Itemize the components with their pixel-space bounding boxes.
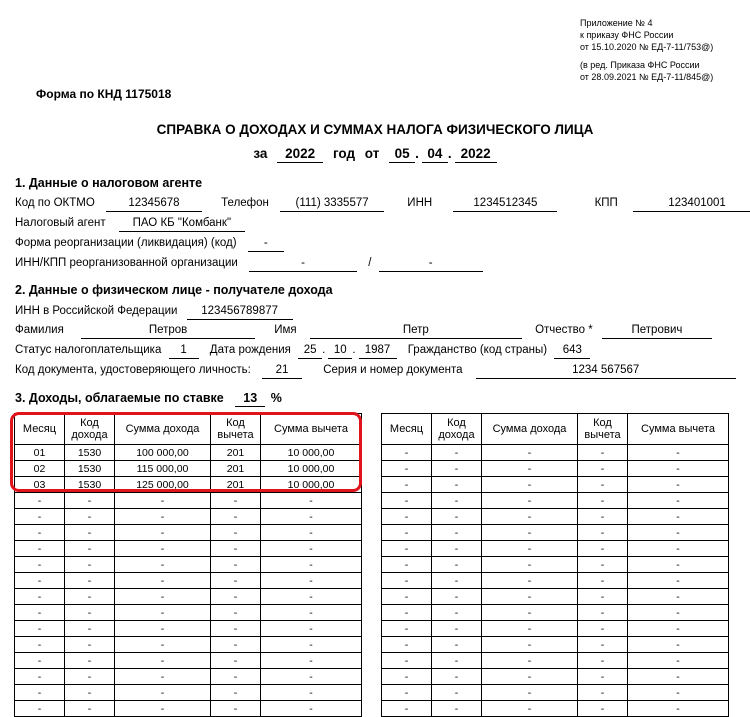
col-header-deduction-code: Код вычета <box>211 414 261 445</box>
table-cell: - <box>482 605 578 621</box>
table-cell: 1530 <box>65 477 115 493</box>
table-cell: - <box>432 525 482 541</box>
table-cell: - <box>115 685 211 701</box>
table-cell: 201 <box>211 445 261 461</box>
appendix-note <box>580 17 713 83</box>
date-month: 04 <box>422 146 448 163</box>
date-dot: . <box>415 146 419 161</box>
table-row <box>15 701 362 717</box>
table-cell: - <box>578 445 628 461</box>
table-cell: - <box>211 653 261 669</box>
table-cell: - <box>211 605 261 621</box>
date-za-label: за <box>253 146 268 161</box>
citizenship-value: 643 <box>554 342 590 359</box>
table-row <box>15 477 362 493</box>
patronymic-label: Отчество * <box>535 324 593 336</box>
table-cell: - <box>65 573 115 589</box>
table-cell: 201 <box>211 477 261 493</box>
reorg-inn-value: - <box>249 255 357 272</box>
table-cell: - <box>382 685 432 701</box>
table-cell: - <box>578 637 628 653</box>
table-cell: - <box>115 557 211 573</box>
birth-month: 10 <box>328 342 352 359</box>
table-cell: - <box>115 605 211 621</box>
table-cell: - <box>65 493 115 509</box>
table-cell: - <box>628 589 729 605</box>
phone-value: (111) 3335577 <box>280 195 384 212</box>
table-row <box>15 541 362 557</box>
citizenship-label: Гражданство (код страны) <box>407 344 548 356</box>
status-value: 1 <box>169 342 199 359</box>
table-cell: - <box>482 685 578 701</box>
date-day: 05 <box>389 146 415 163</box>
section1-row-reorg <box>15 235 284 252</box>
table-row <box>15 589 362 605</box>
col-header-income-sum: Сумма дохода <box>115 414 211 445</box>
table-cell: 10 000,00 <box>261 461 362 477</box>
agent-label: Налоговый агент <box>15 217 106 229</box>
section2-row-status <box>15 342 590 359</box>
table-cell: - <box>482 541 578 557</box>
table-cell: - <box>578 461 628 477</box>
table-cell: - <box>628 605 729 621</box>
table-cell: - <box>261 509 362 525</box>
table-cell: - <box>65 653 115 669</box>
table-cell: - <box>211 701 261 717</box>
table-row <box>382 573 729 589</box>
table-row <box>382 557 729 573</box>
table-cell: - <box>628 621 729 637</box>
person-inn-value: 123456789877 <box>187 303 293 320</box>
table-cell: - <box>578 669 628 685</box>
birth-year: 1987 <box>359 342 397 359</box>
oktmo-label: Код по ОКТМО <box>15 197 95 209</box>
table-row <box>15 621 362 637</box>
table-cell: - <box>482 653 578 669</box>
table-cell: - <box>432 461 482 477</box>
reorg-value: - <box>248 235 284 252</box>
table-row <box>382 669 729 685</box>
table-cell: - <box>482 445 578 461</box>
table-cell: - <box>432 637 482 653</box>
table-cell: - <box>628 541 729 557</box>
birth-dot: . <box>352 344 356 356</box>
table-cell: - <box>211 557 261 573</box>
table-cell: - <box>482 477 578 493</box>
table-row <box>15 653 362 669</box>
table-cell: 02 <box>15 461 65 477</box>
document-title: СПРАВКА О ДОХОДАХ И СУММАХ НАЛОГА ФИЗИЧЕСКОГО ЛИЦА <box>156 122 594 137</box>
table-cell: - <box>382 493 432 509</box>
table-cell: - <box>482 637 578 653</box>
section2-row-fio <box>15 322 712 339</box>
table-row <box>15 637 362 653</box>
table-cell: - <box>432 477 482 493</box>
table-row <box>382 477 729 493</box>
table-cell: - <box>261 541 362 557</box>
name-label: Имя <box>274 324 297 336</box>
table-row <box>382 493 729 509</box>
table-cell: - <box>15 605 65 621</box>
table-row <box>15 605 362 621</box>
table-row <box>382 637 729 653</box>
table-row <box>382 589 729 605</box>
table-cell: - <box>628 701 729 717</box>
table-cell: - <box>115 589 211 605</box>
table-cell: - <box>382 605 432 621</box>
table-cell: - <box>382 525 432 541</box>
table-cell: 1530 <box>65 445 115 461</box>
table-row <box>382 621 729 637</box>
income-table-left <box>14 413 362 717</box>
table-cell: 03 <box>15 477 65 493</box>
phone-label: Телефон <box>221 197 269 209</box>
table-cell: - <box>382 557 432 573</box>
table-cell: - <box>432 541 482 557</box>
table-cell: - <box>578 557 628 573</box>
date-ot-label: от <box>364 146 380 161</box>
table-cell: - <box>482 573 578 589</box>
section3-heading-line <box>15 390 282 407</box>
table-cell: - <box>261 669 362 685</box>
table-cell: - <box>432 557 482 573</box>
table-cell: - <box>65 685 115 701</box>
col-header-deduction-code: Код вычета <box>578 414 628 445</box>
doc-series-label: Серия и номер документа <box>323 364 463 376</box>
table-row <box>15 509 362 525</box>
appendix-line: Приложение № 4 <box>580 18 653 28</box>
tax-rate: 13 <box>235 390 265 407</box>
table-cell: - <box>482 525 578 541</box>
table-cell: - <box>115 493 211 509</box>
col-header-income-code: Код дохода <box>432 414 482 445</box>
birth-dot: . <box>322 344 326 356</box>
table-cell: - <box>628 637 729 653</box>
table-cell: - <box>261 557 362 573</box>
table-row <box>15 493 362 509</box>
table-cell: - <box>211 493 261 509</box>
section1-heading: 1. Данные о налоговом агенте <box>15 176 203 190</box>
col-header-deduction-sum: Сумма вычета <box>628 414 729 445</box>
table-cell: - <box>65 525 115 541</box>
agent-inn-label: ИНН <box>407 197 433 209</box>
income-table-right <box>381 413 729 717</box>
table-cell: - <box>628 509 729 525</box>
appendix-line: от 15.10.2020 № ЕД-7-11/753@) <box>580 42 714 52</box>
appendix-line: от 28.09.2021 № ЕД-7-11/845@) <box>580 72 714 82</box>
table-row <box>15 685 362 701</box>
table-cell: 201 <box>211 461 261 477</box>
table-cell: - <box>261 493 362 509</box>
table-cell: - <box>261 589 362 605</box>
table-cell: - <box>578 493 628 509</box>
table-cell: - <box>65 605 115 621</box>
table-row <box>15 445 362 461</box>
table-cell: - <box>628 445 729 461</box>
table-cell: 10 000,00 <box>261 477 362 493</box>
table-cell: - <box>628 685 729 701</box>
table-cell: - <box>578 685 628 701</box>
table-cell: - <box>628 573 729 589</box>
table-cell: - <box>482 461 578 477</box>
table-cell: - <box>382 477 432 493</box>
person-inn-label: ИНН в Российской Федерации <box>15 305 178 317</box>
table-cell: - <box>382 541 432 557</box>
table-cell: - <box>211 525 261 541</box>
table-row <box>15 461 362 477</box>
table-cell: - <box>482 701 578 717</box>
kpp-label: КПП <box>594 197 618 209</box>
table-cell: - <box>482 669 578 685</box>
agent-inn-value: 1234512345 <box>453 195 557 212</box>
date-god-label: год <box>332 146 356 161</box>
table-row <box>15 669 362 685</box>
reorg-inn-label: ИНН/КПП реорганизованной организации <box>15 257 238 269</box>
table-cell: - <box>261 637 362 653</box>
table-cell: - <box>382 509 432 525</box>
table-cell: - <box>15 685 65 701</box>
table-row <box>15 525 362 541</box>
table-cell: - <box>65 669 115 685</box>
table-cell: - <box>382 589 432 605</box>
table-cell: - <box>15 509 65 525</box>
section2-row-document <box>15 362 736 379</box>
table-cell: 1530 <box>65 461 115 477</box>
birth-day: 25 <box>298 342 322 359</box>
table-row <box>382 685 729 701</box>
table-row <box>382 653 729 669</box>
table-cell: - <box>115 637 211 653</box>
table-cell: 10 000,00 <box>261 445 362 461</box>
appendix-line: к приказу ФНС России <box>580 30 674 40</box>
table-cell: - <box>578 509 628 525</box>
oktmo-value: 12345678 <box>106 195 202 212</box>
table-cell: - <box>261 653 362 669</box>
table-row <box>382 461 729 477</box>
percent-sign: % <box>270 391 282 405</box>
reorg-label: Форма реорганизации (ликвидация) (код) <box>15 237 237 249</box>
table-cell: - <box>115 621 211 637</box>
surname-value: Петров <box>81 322 255 339</box>
status-label: Статус налогоплательщика <box>15 344 162 356</box>
table-row <box>382 525 729 541</box>
slash: / <box>368 257 372 269</box>
table-header-row <box>15 414 362 445</box>
reorg-kpp-value: - <box>379 255 483 272</box>
table-cell: - <box>261 621 362 637</box>
table-cell: - <box>65 701 115 717</box>
table-cell: - <box>432 685 482 701</box>
table-cell: - <box>115 701 211 717</box>
table-cell: - <box>65 557 115 573</box>
col-header-month: Месяц <box>382 414 432 445</box>
table-cell: - <box>211 637 261 653</box>
table-cell: 01 <box>15 445 65 461</box>
table-cell: - <box>115 525 211 541</box>
table-cell: - <box>211 509 261 525</box>
table-cell: - <box>382 701 432 717</box>
table-cell: - <box>211 541 261 557</box>
table-row <box>382 605 729 621</box>
table-cell: - <box>628 653 729 669</box>
table-cell: - <box>115 509 211 525</box>
section2-row-inn <box>15 303 293 320</box>
table-cell: 115 000,00 <box>115 461 211 477</box>
col-header-deduction-sum: Сумма вычета <box>261 414 362 445</box>
birth-label: Дата рождения <box>209 344 291 356</box>
table-cell: - <box>482 509 578 525</box>
table-cell: - <box>578 621 628 637</box>
table-cell: - <box>211 685 261 701</box>
table-cell: - <box>628 493 729 509</box>
table-cell: - <box>628 477 729 493</box>
table-cell: - <box>432 573 482 589</box>
doc-code-value: 21 <box>262 362 302 379</box>
table-cell: - <box>382 653 432 669</box>
table-cell: - <box>482 589 578 605</box>
table-cell: - <box>65 589 115 605</box>
table-cell: - <box>15 557 65 573</box>
patronymic-value: Петрович <box>602 322 712 339</box>
table-cell: - <box>432 701 482 717</box>
table-cell: - <box>261 525 362 541</box>
table-cell: - <box>115 669 211 685</box>
name-value: Петр <box>310 322 522 339</box>
table-cell: - <box>15 525 65 541</box>
table-cell: - <box>261 605 362 621</box>
table-cell: - <box>211 589 261 605</box>
table-cell: - <box>482 621 578 637</box>
table-cell: - <box>628 525 729 541</box>
report-year: 2022 <box>277 146 323 163</box>
table-cell: - <box>382 637 432 653</box>
table-cell: - <box>628 461 729 477</box>
table-header-row <box>382 414 729 445</box>
table-cell: 100 000,00 <box>115 445 211 461</box>
table-cell: - <box>15 637 65 653</box>
table-cell: - <box>261 573 362 589</box>
table-cell: - <box>432 445 482 461</box>
date-dot: . <box>447 146 452 161</box>
table-cell: - <box>15 493 65 509</box>
table-cell: - <box>578 653 628 669</box>
table-cell: - <box>382 669 432 685</box>
table-cell: - <box>261 685 362 701</box>
col-header-income-sum: Сумма дохода <box>482 414 578 445</box>
table-cell: - <box>15 541 65 557</box>
table-cell: - <box>15 573 65 589</box>
table-cell: - <box>382 621 432 637</box>
table-cell: - <box>211 573 261 589</box>
table-cell: - <box>65 637 115 653</box>
table-cell: - <box>15 621 65 637</box>
table-cell: - <box>15 589 65 605</box>
table-cell: - <box>115 573 211 589</box>
table-row <box>15 557 362 573</box>
table-cell: - <box>211 669 261 685</box>
table-cell: - <box>15 669 65 685</box>
kpp-value: 123401001 <box>633 195 750 212</box>
table-cell: - <box>628 669 729 685</box>
doc-code-label: Код документа, удостоверяющего личность: <box>15 364 251 376</box>
table-cell: - <box>482 493 578 509</box>
section1-row-oktmo <box>15 195 750 212</box>
table-row <box>382 701 729 717</box>
table-cell: - <box>211 621 261 637</box>
col-header-income-code: Код дохода <box>65 414 115 445</box>
table-cell: - <box>15 653 65 669</box>
section1-row-reorg-inn <box>15 255 483 272</box>
surname-label: Фамилия <box>15 324 64 336</box>
table-cell: - <box>65 621 115 637</box>
table-cell: - <box>578 589 628 605</box>
table-cell: - <box>482 557 578 573</box>
appendix-line: (в ред. Приказа ФНС России <box>580 60 700 70</box>
table-cell: - <box>578 701 628 717</box>
table-cell: - <box>628 557 729 573</box>
col-header-month: Месяц <box>15 414 65 445</box>
doc-series-value: 1234 567567 <box>476 362 736 379</box>
table-cell: - <box>578 525 628 541</box>
date-year: 2022 <box>455 146 497 163</box>
table-cell: - <box>578 573 628 589</box>
table-row <box>382 445 729 461</box>
table-cell: - <box>578 477 628 493</box>
table-cell: - <box>578 605 628 621</box>
table-cell: - <box>115 653 211 669</box>
table-cell: - <box>115 541 211 557</box>
table-cell: - <box>432 605 482 621</box>
section1-row-agent <box>15 215 245 232</box>
table-cell: - <box>432 653 482 669</box>
table-cell: - <box>261 701 362 717</box>
table-cell: - <box>578 541 628 557</box>
table-cell: 125 000,00 <box>115 477 211 493</box>
table-cell: - <box>382 445 432 461</box>
table-row <box>382 541 729 557</box>
table-row <box>382 509 729 525</box>
table-cell: - <box>15 701 65 717</box>
table-row <box>15 573 362 589</box>
form-code: Форма по КНД 1175018 <box>36 87 172 101</box>
agent-value: ПАО КБ "Комбанк" <box>119 215 245 232</box>
section2-heading: 2. Данные о физическом лице - получателе дохода <box>15 283 333 297</box>
section3-heading: 3. Доходы, облагаемые по ставке <box>15 391 224 405</box>
table-cell: - <box>382 573 432 589</box>
table-cell: - <box>382 461 432 477</box>
table-cell: - <box>432 621 482 637</box>
date-line <box>0 146 750 163</box>
table-cell: - <box>432 509 482 525</box>
table-cell: - <box>432 493 482 509</box>
table-cell: - <box>432 669 482 685</box>
table-cell: - <box>432 589 482 605</box>
table-cell: - <box>65 509 115 525</box>
table-cell: - <box>65 541 115 557</box>
